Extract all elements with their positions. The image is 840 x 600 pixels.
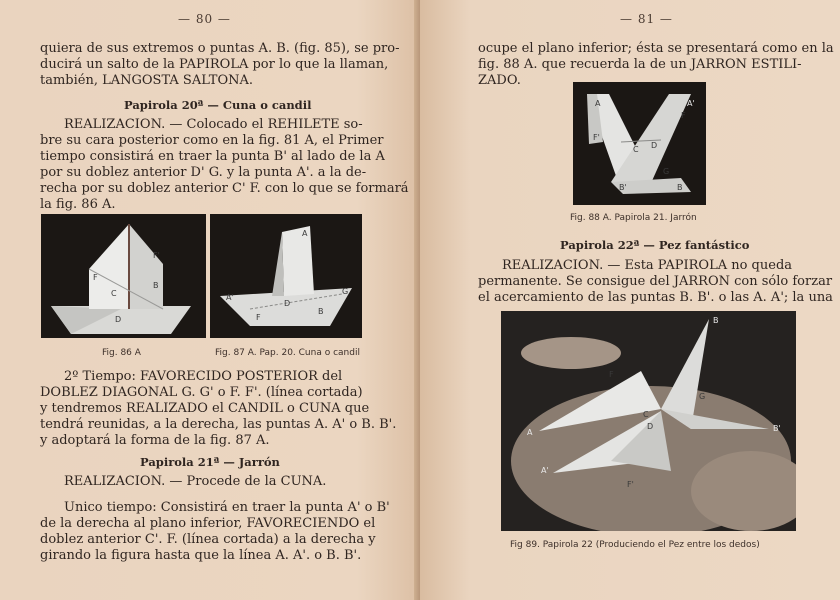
text-line: REALIZACION. — Procede de la CUNA. <box>64 474 327 489</box>
figure-label: A <box>527 428 533 437</box>
text-line: girando la figura hasta que la línea A. A'. o B. B'. <box>40 548 362 563</box>
text-line: y adoptará la forma de la fig. 87 A. <box>40 433 270 448</box>
text-line: REALIZACION. — Esta PAPIROLA no queda <box>502 258 793 273</box>
figure-label: B <box>318 307 324 316</box>
section-heading: Papirola 21ª — Jarrón <box>140 455 280 469</box>
text-line: de la derecha al plano inferior, FAVORECIENDO el <box>40 516 376 531</box>
text-line: fig. 88 A. que recuerda la de un JARRON ESTILI- <box>478 57 802 72</box>
text-line: tiempo consistirá en traer la punta B' al lado de la A <box>40 149 385 164</box>
figure-label: A' <box>226 293 234 302</box>
section-heading: Papirola 22ª — Pez fantástico <box>560 238 750 252</box>
figure-label: G <box>342 287 349 296</box>
figure-caption: Fig 89. Papirola 22 (Produciendo el Pez entre los dedos) <box>510 540 760 550</box>
text-line: Unico tiempo: Consistirá en traer la punta A' o B' <box>64 500 390 515</box>
figure-label: F' <box>627 480 634 489</box>
text-line: el acercamiento de las puntas B. B'. o las A. A'; la una <box>478 290 833 305</box>
text-line: tendrá reunidas, a la derecha, las puntas A. A' o B. B'. <box>40 417 397 432</box>
figure-89-photo <box>501 311 796 531</box>
figure-label: D <box>284 299 291 308</box>
text-line: permanente. Se consigue del JARRON con sólo forzar <box>478 274 833 289</box>
figure-label: F <box>681 111 686 120</box>
figure-86-photo <box>41 214 206 338</box>
text-line: bre su cara posterior como en la fig. 81 A, el Primer <box>40 133 384 148</box>
text-line: y tendremos REALIZADO el CANDIL o CUNA que <box>40 401 370 416</box>
text-line: ducirá un salto de la PAPIROLA por lo que la llaman, <box>40 57 389 72</box>
text-line: REALIZACION. — Colocado el REHILETE so- <box>64 117 363 132</box>
figure-label: B' <box>773 424 781 433</box>
figure-label: C <box>633 145 639 154</box>
figure-label: B <box>153 281 159 290</box>
figure-label: F' <box>153 251 160 260</box>
figure-label: F <box>93 273 98 282</box>
figure-label: D <box>115 315 122 324</box>
figure-label: B' <box>619 183 627 192</box>
figure-caption: Fig. 87 A. Pap. 20. Cuna o candil <box>215 348 360 358</box>
figure-caption: Fig. 86 A <box>102 348 141 358</box>
figure-label: G <box>699 392 706 401</box>
page-number: — 80 — <box>178 12 231 26</box>
figure-label: A <box>302 229 308 238</box>
text-line: ZADO. <box>478 73 521 88</box>
figure-87-photo <box>210 214 362 338</box>
figure-label: G <box>663 167 670 176</box>
figure-label: B <box>713 316 719 325</box>
right-page <box>420 0 840 600</box>
text-line: recha por su doblez anterior C' F. con lo que se formará <box>40 181 409 196</box>
text-line: 2º Tiempo: FAVORECIDO POSTERIOR del <box>64 369 343 384</box>
text-line: ocupe el plano inferior; ésta se presentará como en la <box>478 41 834 56</box>
figure-label: C <box>111 289 117 298</box>
figure-label: F <box>609 370 614 379</box>
figure-label: D <box>647 422 654 431</box>
page-number: — 81 — <box>620 12 673 26</box>
figure-label: A' <box>541 466 549 475</box>
figure-label: C <box>643 410 649 419</box>
figure-label: A <box>595 99 601 108</box>
section-heading: Papirola 20ª — Cuna o candil <box>124 98 312 112</box>
text-line: doblez anterior C'. F. (línea cortada) a la derecha y <box>40 532 376 547</box>
text-line: quiera de sus extremos o puntas A. B. (fig. 85), se pro- <box>40 41 400 56</box>
figure-label: A' <box>687 99 695 108</box>
figure-label: B <box>677 183 683 192</box>
text-line: también, LANGOSTA SALTONA. <box>40 73 254 88</box>
text-line: por su doblez anterior D' G. y la punta A'. a la de- <box>40 165 367 180</box>
figure-label: F <box>256 313 261 322</box>
text-line: la fig. 86 A. <box>40 197 116 212</box>
figure-88-photo <box>573 82 706 205</box>
figure-label: D <box>651 141 658 150</box>
text-line: DOBLEZ DIAGONAL G. G' o F. F'. (línea cortada) <box>40 385 363 400</box>
figure-caption: Fig. 88 A. Papirola 21. Jarrón <box>570 213 697 223</box>
figure-label: F' <box>593 133 600 142</box>
